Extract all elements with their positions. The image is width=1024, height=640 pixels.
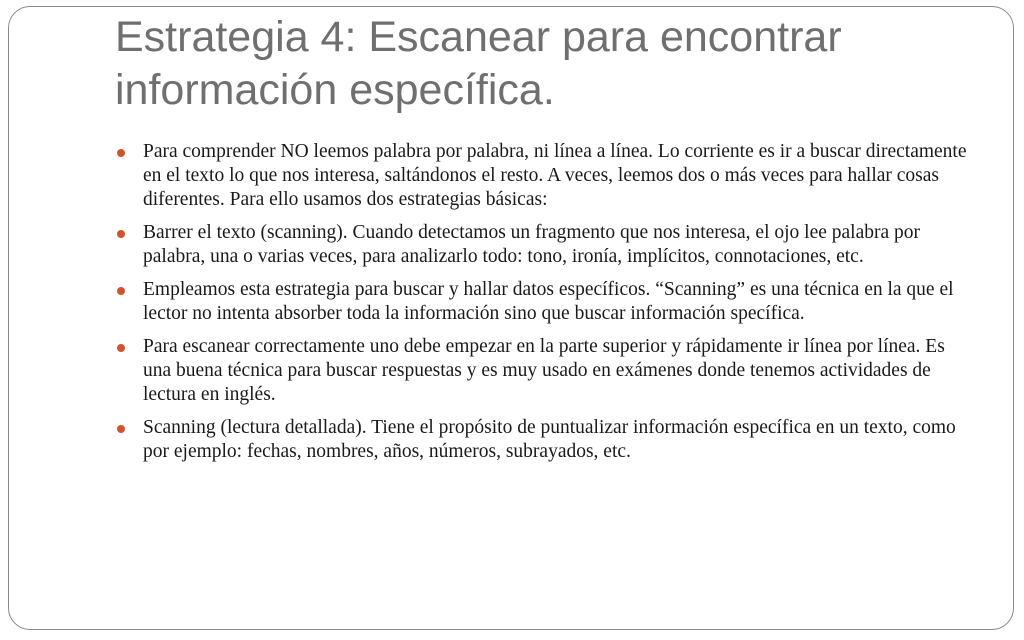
bullet-dot-icon — [117, 287, 125, 295]
bullet-text: Barrer el texto (scanning). Cuando detectamos un fragmento que nos interesa, el ojo lee palabra por palabra, una o varias veces, para analizarlo todo: tono, ironía, implícitos, connotaciones, etc. — [143, 222, 921, 267]
bullet-item — [115, 221, 973, 269]
slide-frame — [8, 6, 1014, 630]
bullet-item — [115, 140, 973, 212]
bullet-dot-icon — [117, 149, 125, 157]
bullet-dot-icon — [117, 344, 125, 352]
bullet-text: Empleamos esta estrategia para buscar y hallar datos específicos. “Scanning” es una técnica en la que el lector no intenta absorber toda la información sino que buscar información specífica. — [143, 279, 954, 324]
bullet-item — [115, 278, 973, 326]
bullet-item — [115, 416, 973, 464]
bullet-item — [115, 335, 973, 407]
slide-title: Estrategia 4: Escanear para encontrar información específica. — [115, 13, 842, 114]
bullet-dot-icon — [117, 425, 125, 433]
bullet-text: Scanning (lectura detallada). Tiene el propósito de puntualizar información específica en un texto, como por ejemplo: fechas, nombres, años, números, subrayados, etc. — [143, 417, 956, 462]
bullet-dot-icon — [117, 230, 125, 238]
bullet-text: Para escanear correctamente uno debe empezar en la parte superior y rápidamente ir línea por línea. Es una buena técnica para buscar respuestas y es muy usado en exámenes donde tenemos actividades de lectura en inglés. — [143, 336, 945, 405]
bullet-text: Para comprender NO leemos palabra por palabra, ni línea a línea. Lo corriente es ir a buscar directamente en el texto lo que nos interesa, saltándonos el resto. A veces, leemos dos o más veces para hallar cosas diferentes. Para ello usamos dos estrategias básicas: — [143, 141, 967, 210]
bullet-list — [115, 140, 973, 473]
